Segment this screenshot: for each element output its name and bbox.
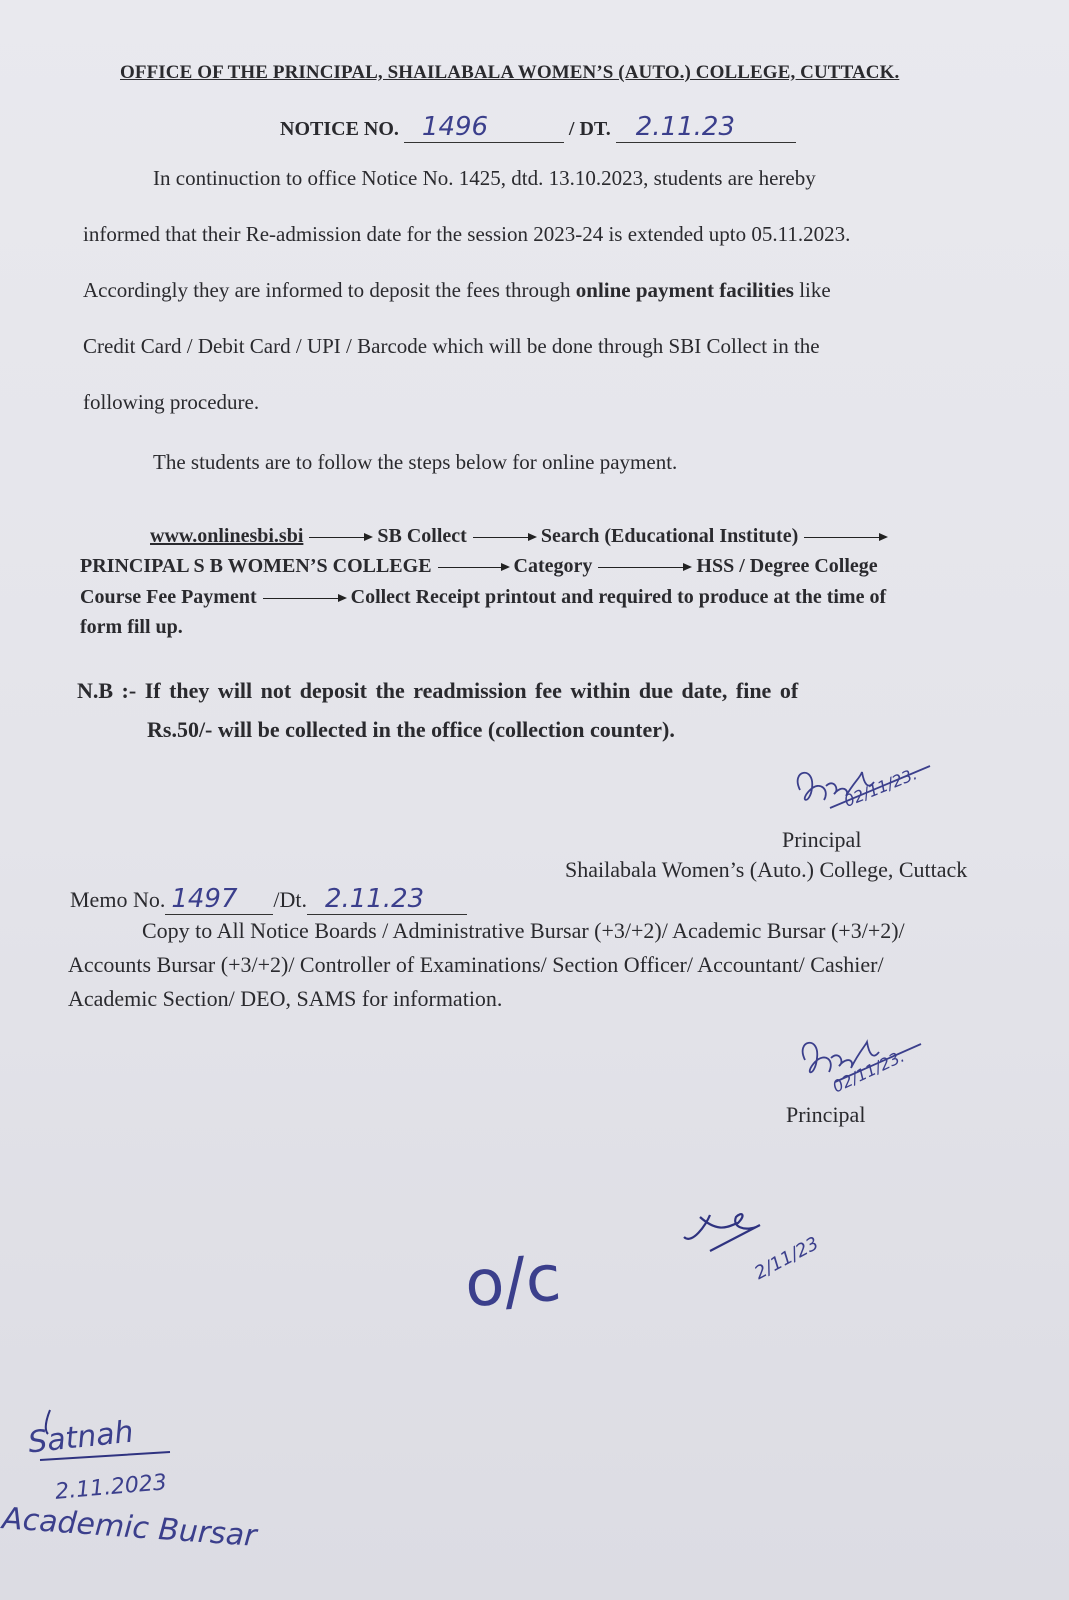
body-line-3 [83,262,831,318]
body-line-3-start: Accordingly they are informed to deposit the fees through [83,278,576,302]
arrow-icon [309,537,371,538]
steps-row-1 [150,525,892,548]
memo-date: 2.11.23 [324,884,425,914]
notice-date-field [616,112,796,143]
step-principal-college: PRINCIPAL S B WOMEN’S COLLEGE [80,555,432,577]
step-collect-receipt: Collect Receipt printout and required to produce at the time of [350,586,887,608]
notice-label: NOTICE NO. [280,118,399,140]
signature-1-title: Principal [782,827,862,852]
signature-1-org: Shailabala Women’s (Auto.) College, Cuttack [565,857,968,882]
body-line-4: Credit Card / Debit Card / UPI / Barcode which will be done through SBI Collect in the [83,334,820,358]
body-line-3-end: like [793,278,831,302]
bursar-signature-name: Satnah [26,1414,136,1461]
memo-copy-line-1: Copy to All Notice Boards / Administrative Bursar (+3/+2)/ Academic Bursar (+3/+2)/ [142,918,905,943]
arrow-icon [598,567,690,568]
memo-number-field [165,884,273,915]
signature-1-date: 02/11/23. [841,764,920,811]
nb-line-2: Rs.50/- will be collected in the office (collection counter). [147,717,675,742]
steps-row-3 [80,586,886,609]
notice-number-line [280,112,796,143]
nb-line-1: N.B :- If they will not deposit the readmission fee within due date, fine of [77,678,799,703]
body-steps-intro: The students are to follow the steps below for online payment. [153,450,678,474]
steps-row-4: form fill up. [80,616,183,638]
memo-copy-line-3: Academic Section/ DEO, SAMS for information. [68,986,503,1011]
notice-date: 2.11.23 [635,112,736,142]
body-line-3-bold: online payment facilities [575,278,794,302]
memo-date-label: /Dt. [273,887,307,912]
arrow-icon [804,537,886,538]
step-course-fee: Course Fee Payment [80,586,257,608]
body-line-2: informed that their Re-admission date for the session 2023-24 is extended upto 05.11.2023. [83,222,851,246]
step-category: Category [513,555,593,577]
bursar-signature-title: Academic Bursar [1,1501,258,1554]
handwritten-initials-date: 2/11/23 [751,1232,823,1285]
step-onlinesbi-url: www.onlinesbi.sbi [150,525,304,547]
arrow-icon [473,537,535,538]
step-sb-collect: SB Collect [377,525,467,547]
memo-line [70,884,467,915]
step-hss-degree: HSS / Degree College [696,555,878,577]
steps-row-2 [80,555,878,578]
date-label: / DT. [568,118,611,140]
signature-2-title: Principal [786,1102,866,1127]
memo-date-field [307,884,467,915]
body-line-1: In continuction to office Notice No. 1425, dtd. 13.10.2023, students are hereby [153,166,816,190]
notice-number-field [404,112,564,143]
signature-2-date: 02/11/23. [829,1046,908,1097]
memo-label: Memo No. [70,887,166,912]
handwritten-oc: o/c [462,1241,564,1323]
bursar-signature-date: 2.11.2023 [54,1470,168,1505]
bursar-signature-strokes [20,1400,190,1480]
memo-copy-line-2: Accounts Bursar (+3/+2)/ Controller of Examinations/ Section Officer/ Accountant/ Cashier/ [68,952,884,977]
memo-number: 1497 [171,884,238,914]
body-line-5: following procedure. [83,390,260,414]
handwritten-initials [680,1205,770,1255]
page-title: OFFICE OF THE PRINCIPAL, SHAILABALA WOMEN’S (AUTO.) COLLEGE, CUTTACK. [120,62,900,83]
arrow-icon [438,567,508,568]
arrow-icon [263,598,345,599]
step-search: Search (Educational Institute) [540,525,799,547]
notice-number: 1496 [421,112,489,142]
